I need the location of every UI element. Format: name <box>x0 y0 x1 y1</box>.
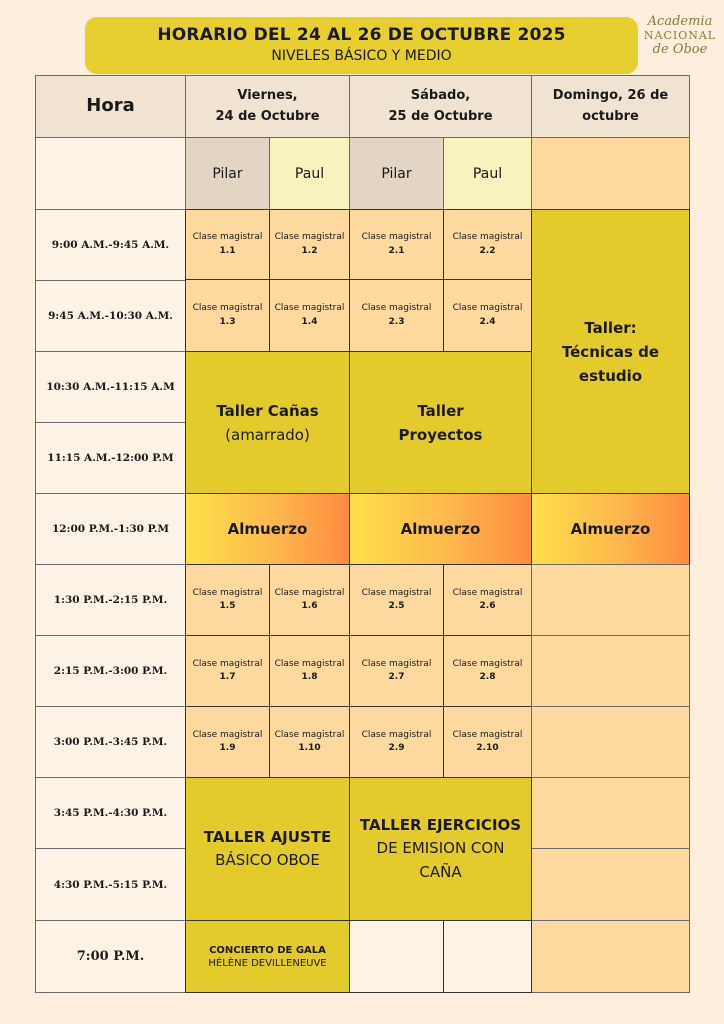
clase-magistral-cell: Clase magistral 2.2 <box>443 209 532 280</box>
header-sabado: Sábado, 25 de Octubre <box>349 75 532 138</box>
domingo-empty-slot <box>531 920 690 993</box>
time-slot: 4:30 P.M.-5:15 P.M. <box>35 848 186 921</box>
academy-logo: Academia NACIONAL de Oboe <box>643 14 717 57</box>
title-banner <box>85 17 638 74</box>
clase-magistral-cell: Clase magistral 1.5 <box>185 564 270 636</box>
teacher-row-blank <box>35 137 186 210</box>
almuerzo-viernes: Almuerzo <box>185 493 350 565</box>
clase-magistral-cell: Clase magistral 2.3 <box>349 279 444 352</box>
time-slot: 9:45 A.M.-10:30 A.M. <box>35 280 186 352</box>
time-slot: 3:00 P.M.-3:45 P.M. <box>35 706 186 778</box>
almuerzo-sabado: Almuerzo <box>349 493 532 565</box>
concierto-gala: CONCIERTO DE GALA HÉLÈNE DEVILLENEUVE <box>185 920 350 993</box>
clase-magistral-cell: Clase magistral 1.8 <box>269 635 350 707</box>
clase-magistral-cell: Clase magistral 1.9 <box>185 706 270 778</box>
domingo-empty-slot <box>531 706 690 778</box>
time-slot: 7:00 P.M. <box>35 920 186 993</box>
clase-magistral-cell: Clase magistral 1.4 <box>269 279 350 352</box>
time-slot: 12:00 P.M.-1:30 P.M <box>35 493 186 565</box>
clase-magistral-cell: Clase magistral 2.10 <box>443 706 532 778</box>
sabado-evening-empty <box>349 920 444 993</box>
clase-magistral-cell: Clase magistral 1.3 <box>185 279 270 352</box>
clase-magistral-cell: Clase magistral 1.1 <box>185 209 270 280</box>
header-domingo: Domingo, 26 de octubre <box>531 75 690 138</box>
taller-tecnicas-estudio: Taller: Técnicas de estudio <box>531 209 690 495</box>
teacher-paul-sabado: Paul <box>443 137 532 210</box>
clase-magistral-cell: Clase magistral 2.1 <box>349 209 444 280</box>
page-title: HORARIO DEL 24 AL 26 DE OCTUBRE 2025 <box>157 25 566 45</box>
clase-magistral-cell: Clase magistral 2.9 <box>349 706 444 778</box>
clase-magistral-cell: Clase magistral 1.2 <box>269 209 350 280</box>
clase-magistral-cell: Clase magistral 2.4 <box>443 279 532 352</box>
time-slot: 11:15 A.M.-12:00 P.M <box>35 422 186 494</box>
time-slot: 2:15 P.M.-3:00 P.M. <box>35 635 186 707</box>
domingo-empty-slot <box>531 564 690 636</box>
clase-magistral-cell: Clase magistral 1.6 <box>269 564 350 636</box>
clase-magistral-cell: Clase magistral 2.8 <box>443 635 532 707</box>
taller-ejercicios: TALLER EJERCICIOS DE EMISION CON CAÑA <box>349 777 532 921</box>
clase-magistral-cell: Clase magistral 2.5 <box>349 564 444 636</box>
clase-magistral-cell: Clase magistral 1.10 <box>269 706 350 778</box>
domingo-empty-slot <box>531 777 690 849</box>
time-slot: 3:45 P.M.-4:30 P.M. <box>35 777 186 849</box>
teacher-pilar-sabado: Pilar <box>349 137 444 210</box>
page-subtitle: NIVELES BÁSICO Y MEDIO <box>271 48 452 64</box>
clase-magistral-cell: Clase magistral 2.7 <box>349 635 444 707</box>
taller-proyectos: Taller Proyectos <box>349 351 532 494</box>
domingo-empty-slot <box>531 848 690 921</box>
clase-magistral-cell: Clase magistral 2.6 <box>443 564 532 636</box>
domingo-teacher-cell <box>531 137 690 210</box>
header-viernes: Viernes, 24 de Octubre <box>185 75 350 138</box>
teacher-pilar-viernes: Pilar <box>185 137 270 210</box>
taller-ajuste: TALLER AJUSTE BÁSICO OBOE <box>185 777 350 921</box>
time-slot: 10:30 A.M.-11:15 A.M <box>35 351 186 423</box>
taller-canas: Taller Cañas (amarrado) <box>185 351 350 494</box>
sabado-evening-empty <box>443 920 532 993</box>
domingo-empty-slot <box>531 635 690 707</box>
time-slot: 9:00 A.M.-9:45 A.M. <box>35 209 186 281</box>
clase-magistral-cell: Clase magistral 1.7 <box>185 635 270 707</box>
teacher-paul-viernes: Paul <box>269 137 350 210</box>
almuerzo-domingo: Almuerzo <box>531 493 690 565</box>
time-slot: 1:30 P.M.-2:15 P.M. <box>35 564 186 636</box>
header-hora: Hora <box>35 75 186 138</box>
